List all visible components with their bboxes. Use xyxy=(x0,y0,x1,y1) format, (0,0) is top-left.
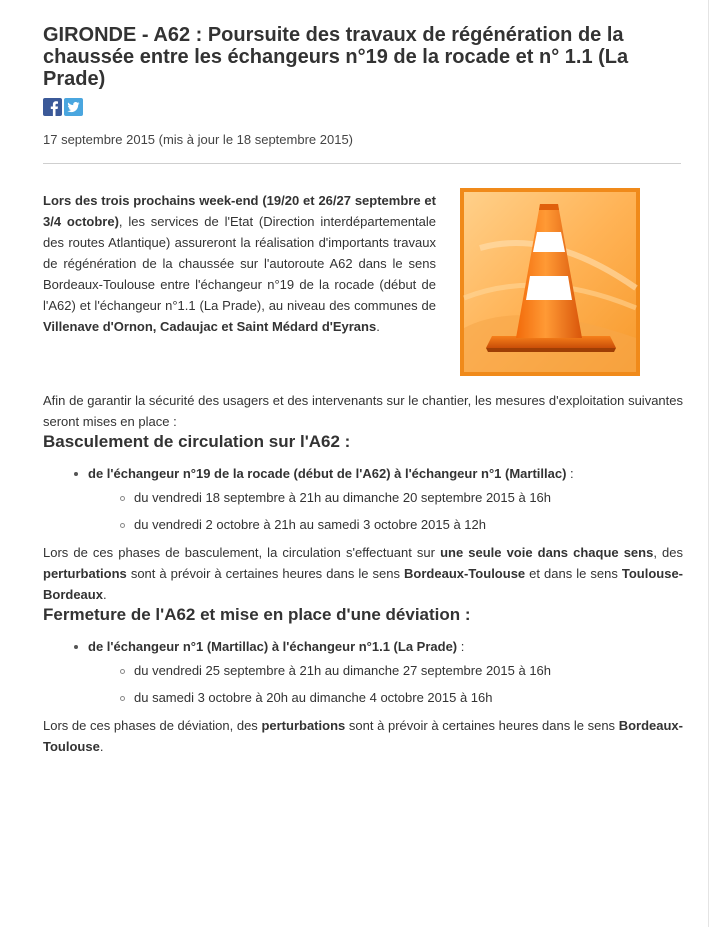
section2-list xyxy=(43,637,683,708)
list-item-suffix: : xyxy=(457,639,465,654)
section1-list xyxy=(43,464,683,535)
intro-bold-dates: Lors des trois prochains week-end (19/20 et 26/27 septembre et 3/4 octobre) xyxy=(43,193,436,229)
text: . xyxy=(99,739,104,754)
article xyxy=(43,24,683,757)
sublist-item: du vendredi 18 septembre à 21h au dimanche 20 septembre 2015 à 16h xyxy=(118,488,683,508)
sublist-item: du vendredi 2 octobre à 21h au samedi 3 octobre 2015 à 12h xyxy=(118,515,683,535)
list-item xyxy=(74,464,683,535)
text: sont à prévoir à certaines heures dans le sens xyxy=(345,718,619,733)
traffic-cone-image xyxy=(460,188,640,376)
twitter-icon[interactable] xyxy=(64,98,83,116)
bold-text: perturbations xyxy=(43,566,127,581)
section1-sublist xyxy=(88,488,683,535)
right-border xyxy=(708,0,709,927)
sublist-item: du samedi 3 octobre à 20h au dimanche 4 octobre 2015 à 16h xyxy=(118,688,683,708)
deviation-paragraph xyxy=(43,715,683,757)
intro-block xyxy=(43,190,683,390)
sublist-item: du vendredi 25 septembre à 21h au dimanche 27 septembre 2015 à 16h xyxy=(118,661,683,681)
section-heading-fermeture: Fermeture de l'A62 et mise en place d'une déviation : xyxy=(43,605,471,624)
bold-text: Bordeaux-Toulouse xyxy=(43,718,683,754)
bold-text: Bordeaux-Toulouse xyxy=(404,566,526,581)
text: Lors de ces phases de basculement, la circulation s'effectuant sur xyxy=(43,545,441,560)
text: , des xyxy=(653,545,683,560)
divider xyxy=(43,163,681,164)
bold-text: une seule voie dans chaque sens xyxy=(440,545,654,560)
list-item-bold: de l'échangeur n°1 (Martillac) à l'échangeur n°1.1 (La Prade) xyxy=(88,639,458,654)
text: et dans le sens xyxy=(525,566,622,581)
bold-text: Toulouse-Bordeaux xyxy=(43,566,684,602)
bold-text: perturbations xyxy=(261,718,346,733)
section2-sublist xyxy=(88,661,683,708)
text: . xyxy=(102,587,107,602)
basculement-paragraph xyxy=(43,542,683,605)
intro-text: , les services de l'Etat (Direction interdépartementale des routes Atlantique) assureront la réalisation d'importants travaux de régénération de la chaussée sur l'autoroute A62 dans le sens Bordeaux-Toulouse entre l'échangeur n°19 de la rocade (début de l'A62) et l'échangeur n°1.1 (La Prade), au niveau des communes de xyxy=(43,214,436,313)
measures-paragraph: Afin de garantir la sécurité des usagers et des intervenants sur le chantier, les mesures d'exploitation suivantes seront mises en place : xyxy=(43,393,683,429)
traffic-cone-icon xyxy=(460,188,640,376)
publication-date: 17 septembre 2015 (mis à jour le 18 septembre 2015) xyxy=(43,132,354,147)
intro-bold-communes: Villenave d'Ornon, Cadaujac et Saint Médard d'Eyrans xyxy=(43,319,377,334)
intro-end: . xyxy=(376,319,380,334)
list-item-suffix: : xyxy=(566,466,574,481)
facebook-icon[interactable] xyxy=(43,98,62,116)
intro-paragraph xyxy=(43,190,436,337)
list-item xyxy=(74,637,683,708)
article-title: GIRONDE - A62 : Poursuite des travaux de régénération de la chaussée entre les échangeurs n°19 de la rocade et n° 1.1 (La Prade) xyxy=(43,24,629,90)
text: sont à prévoir à certaines heures dans le sens xyxy=(126,566,405,581)
list-item-bold: de l'échangeur n°19 de la rocade (début de l'A62) à l'échangeur n°1 (Martillac) xyxy=(88,466,567,481)
text: Lors de ces phases de déviation, des xyxy=(43,718,262,733)
share-bar xyxy=(43,98,683,116)
section-heading-basculement: Basculement de circulation sur l'A62 : xyxy=(43,432,351,451)
